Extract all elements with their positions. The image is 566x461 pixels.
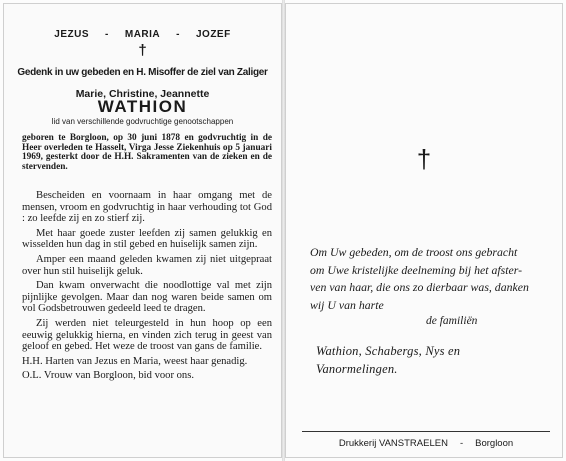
prayer-line: O.L. Vrouw van Borgloon, bid voor ons. [22, 370, 194, 382]
given-names: Marie, Christine, Jeannette [75, 88, 210, 100]
eulogy-paragraph: Zij werden niet teleurgesteld in hun hoop op een eeuwig gelukkig hierna, en vinden zich terug in geest van geloof en gebed. Het weze de troost van gans de familie. [22, 317, 272, 353]
holy-names-header [4, 29, 281, 40]
printer-town: Borgloon [475, 438, 514, 449]
family-label: de familiën [426, 315, 478, 327]
thanks-line: ven van haar, die ons zo dierbaar was, danken [310, 280, 529, 294]
remembrance-line: Gedenk in uw gebeden en H. Misoffer de ziel van Zaliger [17, 67, 268, 78]
membership-line: lid van verschillende godvruchtige genootschappen [51, 117, 234, 126]
name-jozef: JOZEF [195, 29, 231, 40]
eulogy-paragraph: Met haar goede zuster leefden zij samen gelukkig en wisselden hun dag in stil gebed en huiselijk samen zijn. [22, 227, 272, 251]
thanks-text [310, 244, 555, 314]
name-maria: MARIA [124, 29, 161, 40]
cross-icon: † [416, 144, 432, 174]
prayer-line: H.H. Harten van Jezus en Maria, weest haar genadig. [22, 355, 248, 367]
thanks-line: wij U van harte [310, 297, 384, 312]
divider [302, 431, 550, 432]
eulogy-paragraph: Bescheiden en voornaam in haar omgang met de mensen, vroom en godvruchtig in haar verhouding tot God : zo leefde zij en zo stierf zij. [22, 190, 272, 225]
eulogy-paragraph: Amper een maand geleden kwamen zij niet uitgepraat over hun stil huiselijk geluk. [22, 253, 272, 277]
family-names-line: Vanormelingen. [316, 362, 398, 376]
family-names [316, 342, 551, 378]
eulogy-text [22, 190, 272, 382]
printer-credit [302, 438, 550, 449]
cross-icon: † [138, 42, 147, 59]
name-jezus: JEZUS [54, 29, 90, 40]
surname: WATHION [97, 97, 188, 116]
eulogy-paragraph: Dan kwam onverwacht die noodlottige val met zijn pijnlijke gevolgen. Maar dan nog waren beide samen om vol Godsbetrouwen gedeeld leed te dragen. [22, 280, 272, 315]
separator: - [105, 29, 109, 40]
right-page [285, 3, 563, 458]
separator: - [176, 29, 180, 40]
birth-death-details: geboren te Borgloon, op 30 juni 1878 en godvruchtig in de Heer overleden te Hasselt, Virga Jesse Ziekenhuis op 5 januari 1969, gesterkt door de H.H. Sakramenten van de zieken en de stervenden. [22, 133, 272, 172]
printer-name: Drukkerij VANSTRAELEN [338, 438, 448, 449]
thanks-line: Om Uw gebeden, om de troost ons gebracht [310, 245, 518, 259]
family-names-line: Wathion, Schabergs, Nys en [316, 344, 461, 358]
left-page [3, 3, 282, 458]
separator: - [459, 438, 464, 449]
thanks-line: om Uwe kristelijke deelneming bij het afster- [310, 262, 523, 277]
